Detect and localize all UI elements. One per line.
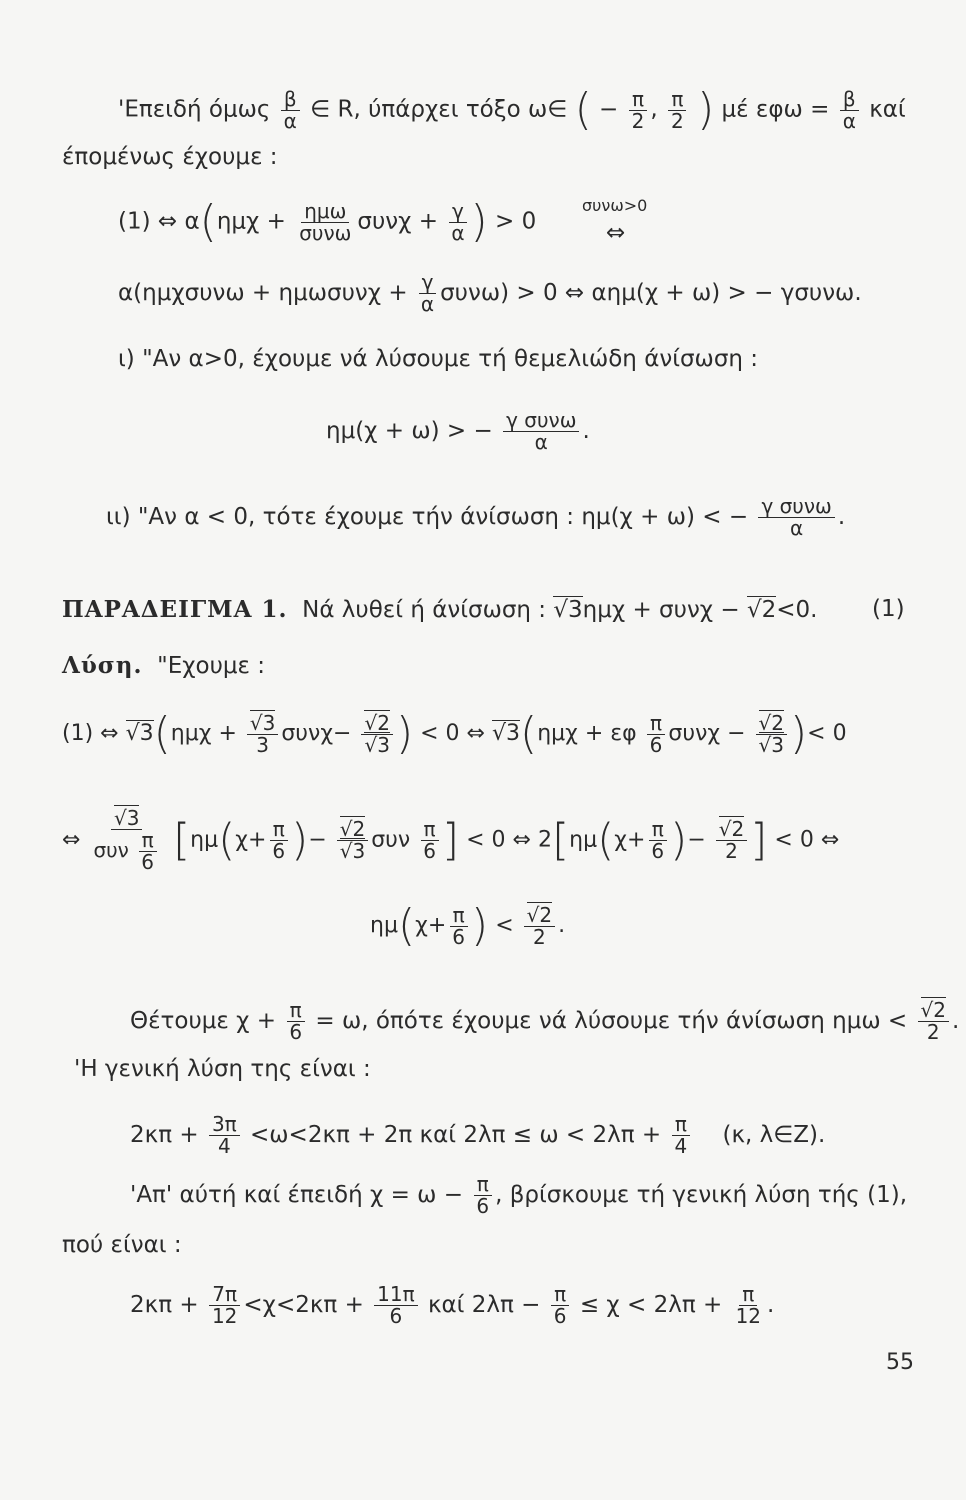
fraction xyxy=(918,1000,949,1043)
text: < 0 ⇔ 2 xyxy=(466,827,552,853)
text: < 0 ⇔ xyxy=(774,827,840,853)
denominator: 6 xyxy=(141,850,154,874)
text: < 0 ⇔ xyxy=(420,721,485,746)
math-line-2 xyxy=(62,808,839,873)
bracket-open: [ xyxy=(551,814,570,866)
text: 'Απ' αύτή καί έπειδή χ = ω − xyxy=(130,1182,464,1208)
paren-close: ) xyxy=(395,708,414,759)
fraction xyxy=(733,1284,764,1327)
page-number: 55 xyxy=(886,1350,914,1375)
denominator: συνω xyxy=(299,220,352,245)
fraction xyxy=(418,272,437,315)
text: "Εχουμε : xyxy=(157,653,266,679)
text-line-4 xyxy=(130,1174,907,1217)
fraction xyxy=(138,830,157,873)
numerator xyxy=(524,902,555,927)
text-line-2: 'Η γενική λύση της είναι : xyxy=(74,1056,371,1082)
text: 'Επειδή όμως xyxy=(118,96,271,123)
text-line-6 xyxy=(130,1284,774,1327)
equivalence-arrow: ⇔ xyxy=(606,220,626,246)
numerator: π xyxy=(739,1284,757,1306)
text: (1) ⇔ α xyxy=(118,208,200,235)
text: ημχ + συνχ − xyxy=(582,597,740,623)
denominator: 2 xyxy=(926,1020,940,1044)
numerator: 7π xyxy=(209,1284,240,1306)
sqrt: √ 2 xyxy=(364,710,389,735)
fraction xyxy=(420,819,439,862)
denominator: 6 xyxy=(476,1194,490,1218)
denominator xyxy=(361,732,392,757)
denominator: 2 xyxy=(671,108,684,133)
numerator xyxy=(918,1000,949,1022)
solution-heading xyxy=(62,652,265,681)
line-2: έπομένως έχουμε : xyxy=(62,144,278,170)
condition-label: συνω>0 xyxy=(582,196,648,215)
fraction xyxy=(448,198,467,245)
denominator xyxy=(756,732,787,757)
sqrt: √ 3 xyxy=(250,710,275,735)
paren-close: ) xyxy=(670,814,688,866)
fraction xyxy=(503,410,579,453)
denominator: 6 xyxy=(423,839,436,863)
text-line-1 xyxy=(130,1000,959,1043)
fraction xyxy=(296,198,354,245)
example-title: ΠΑΡΑΔΕΙΓΜΑ 1. xyxy=(62,596,288,623)
fraction xyxy=(361,710,392,757)
text: <χ<2κπ + xyxy=(243,1292,364,1318)
text: χ+ xyxy=(415,913,447,938)
line-6: ημ(χ + ω) > − γ συνω α . xyxy=(326,408,590,454)
numerator: γ συνω xyxy=(503,410,579,432)
text: ημ xyxy=(569,827,598,853)
fraction xyxy=(209,1284,240,1327)
text: ⇔ xyxy=(62,827,81,853)
numerator: β xyxy=(840,89,859,111)
numerator: π xyxy=(647,713,665,735)
denominator: 6 xyxy=(452,924,466,949)
numerator: 11π xyxy=(374,1284,418,1306)
line-5: ι) "Αν α>0, έχουμε νά λύσουμε τή θεμελιώδη άνίσωση : xyxy=(118,346,759,372)
paren-open: ( xyxy=(218,814,236,866)
sqrt: √ 2 xyxy=(340,816,365,841)
numerator: γ συνω xyxy=(758,496,834,518)
denominator: α xyxy=(451,220,465,245)
paren-open: ( xyxy=(153,708,171,759)
denominator: 12 xyxy=(735,1304,762,1328)
text: − xyxy=(687,827,706,853)
sqrt: √ 2 xyxy=(527,902,552,927)
text: <0. xyxy=(776,597,818,623)
example-heading xyxy=(62,596,818,625)
fraction xyxy=(374,1284,418,1327)
text: καί 2λπ − xyxy=(427,1292,541,1318)
line-1: 'Επειδή όμως $\frac{\beta}{\alpha}$ ∈ R, ύπάρχει τόξο ω∈ ( − $\frac{\pi}{2}$ , $\frac{\pi}{2}$ ) μέ εφω = $\frac{\beta}{\alpha}$ καί xyxy=(118,84,906,135)
sqrt: √ 3 xyxy=(340,838,365,863)
sqrt: √ 3 xyxy=(114,805,139,830)
denominator: 3 xyxy=(256,732,269,757)
math-line-1 xyxy=(62,708,847,759)
text: χ+ xyxy=(614,827,646,853)
denominator: 6 xyxy=(553,1304,567,1328)
paren-open: ( xyxy=(199,196,217,247)
fraction xyxy=(647,710,666,757)
text: , βρίσκουμε τή γενική λύση τής (1), xyxy=(495,1182,908,1208)
text: . xyxy=(952,1008,960,1034)
numerator: π xyxy=(287,1000,305,1022)
denominator: 4 xyxy=(674,1134,688,1158)
fraction xyxy=(524,902,555,949)
fraction-beta-alpha xyxy=(281,86,300,133)
math-line-3 xyxy=(370,900,566,951)
solution-title: Λύση. xyxy=(62,652,143,679)
text: ημχ + xyxy=(170,721,237,746)
numerator: π xyxy=(649,819,667,841)
denominator: α xyxy=(534,430,548,454)
text: (1) ⇔ xyxy=(62,721,119,746)
fraction xyxy=(286,1000,305,1043)
paren-close: ) xyxy=(291,814,309,866)
numerator xyxy=(247,710,278,735)
text: α(ημχσυνω + ημωσυνχ + xyxy=(118,280,408,306)
numerator: π xyxy=(668,89,686,111)
numerator: π xyxy=(139,830,157,852)
sqrt: √ 2 xyxy=(719,816,744,841)
denominator: 2 xyxy=(533,924,546,949)
denominator: α xyxy=(283,108,297,133)
bracket-close: ] xyxy=(750,814,768,866)
fraction xyxy=(671,1114,690,1157)
fraction xyxy=(551,1284,570,1327)
paren-close: ) xyxy=(471,900,489,951)
denominator: α xyxy=(842,108,856,133)
numerator: 3π xyxy=(209,1114,240,1136)
bracket-close: ] xyxy=(441,814,460,866)
sqrt: √ 2 xyxy=(759,710,784,735)
text: ημ xyxy=(190,827,219,853)
fraction xyxy=(209,1114,240,1157)
text: . xyxy=(767,1292,775,1318)
text: ημχ + xyxy=(216,208,286,235)
text: − xyxy=(308,827,327,853)
equation-number: (1) xyxy=(872,596,905,622)
paren-close: ) xyxy=(470,196,488,247)
numerator: β xyxy=(281,89,300,111)
fraction xyxy=(648,819,667,862)
text: Νά λυθεί ή άνίσωση : xyxy=(302,597,547,623)
fraction-pi-2 xyxy=(629,86,648,133)
paren-open: ( xyxy=(597,814,615,866)
fraction-beta-alpha-2 xyxy=(840,86,859,133)
text: < xyxy=(495,913,514,938)
denominator: 2 xyxy=(631,108,645,133)
text: ημχ + εφ xyxy=(537,721,637,746)
sqrt: √ 3 xyxy=(364,732,389,757)
fraction xyxy=(473,1174,492,1217)
sqrt2: √ 2 xyxy=(747,596,776,623)
numerator xyxy=(716,819,747,841)
numerator: π xyxy=(474,1174,492,1196)
line-4 xyxy=(118,272,862,315)
denominator: α xyxy=(420,292,435,316)
text: ημ(χ + ω) > − xyxy=(326,418,493,444)
denominator: α xyxy=(790,516,804,540)
fraction xyxy=(716,819,747,862)
denominator xyxy=(337,841,368,862)
text: χ+ xyxy=(235,827,267,853)
bracket-open: [ xyxy=(172,814,191,866)
paren-open: ( xyxy=(520,708,538,759)
line-7: ιι) "Αν α < 0, τότε έχουμε τήν άνίσωση : ημ(χ + ω) < − γ συνω α . xyxy=(106,494,846,540)
sqrt3: √ 3 xyxy=(126,720,154,746)
fraction-sqrt3-cos xyxy=(90,808,163,873)
denominator: 6 xyxy=(272,839,286,863)
sqrt: √ 3 xyxy=(759,732,784,757)
fraction xyxy=(269,819,288,862)
denominator: 2 xyxy=(725,839,738,863)
numerator: π xyxy=(551,1284,569,1306)
denominator: 6 xyxy=(389,1304,403,1328)
text: ≤ χ < 2λπ + xyxy=(579,1292,723,1318)
paren-open: ( xyxy=(574,84,592,135)
numerator xyxy=(111,808,142,830)
numerator: π xyxy=(672,1114,690,1136)
denominator: 6 xyxy=(289,1020,303,1044)
sqrt3: √ 3 xyxy=(553,596,582,623)
text: > 0 xyxy=(494,208,537,235)
text: 2κπ + xyxy=(130,1292,199,1318)
numerator: π xyxy=(421,819,439,841)
fraction xyxy=(337,819,368,862)
text: ∈ R, ύπάρχει τόξο ω∈ xyxy=(310,96,568,123)
fraction-pi-2b xyxy=(668,86,687,133)
numerator: π xyxy=(629,89,647,111)
text: (κ, λ∈Z). xyxy=(722,1122,826,1148)
text: μέ εφω = xyxy=(721,96,830,123)
text: συνχ− xyxy=(281,721,352,746)
denominator: 6 xyxy=(649,732,663,757)
sqrt3: √ 3 xyxy=(492,720,520,746)
text: Θέτουμε χ + xyxy=(130,1008,277,1034)
denominator: 6 xyxy=(651,839,665,863)
fraction xyxy=(449,902,468,949)
text: 2κπ + xyxy=(130,1122,199,1148)
numerator: π xyxy=(270,819,288,841)
text: <ω<2κπ + 2π καί 2λπ ≤ ω < 2λπ + xyxy=(250,1122,662,1148)
text: = ω, όπότε έχουμε νά λύσουμε τήν άνίσωση ημω < xyxy=(315,1008,908,1034)
fraction xyxy=(247,710,278,757)
text-line-3 xyxy=(130,1114,825,1157)
numerator: γ xyxy=(419,272,437,294)
line-3 xyxy=(118,196,537,247)
denominator xyxy=(90,830,163,873)
denominator: 4 xyxy=(217,1134,231,1158)
text: συνχ + xyxy=(357,208,438,235)
numerator: ημω xyxy=(301,201,349,223)
text: ημ xyxy=(370,913,398,938)
paren-close: ) xyxy=(697,84,715,135)
fraction xyxy=(756,710,787,757)
text: συν xyxy=(93,838,129,862)
text: ιι) "Αν α < 0, τότε έχουμε τήν άνίσωση : ημ(χ + ω) < − xyxy=(106,504,749,530)
paren-open: ( xyxy=(397,900,416,951)
text: συν xyxy=(371,827,411,853)
text: συνω) > 0 ⇔ αημ(χ + ω) > − γσυνω. xyxy=(440,280,862,306)
text: < 0 xyxy=(807,721,847,746)
fraction xyxy=(758,496,834,539)
numerator: γ xyxy=(449,201,467,223)
numerator: π xyxy=(450,905,468,927)
text: συνχ − xyxy=(668,721,746,746)
text-line-5: πού είναι : xyxy=(62,1232,182,1258)
paren-close: ) xyxy=(790,708,808,759)
text: καί xyxy=(869,96,906,123)
denominator: 12 xyxy=(211,1304,238,1328)
sqrt: √ 2 xyxy=(921,997,946,1022)
text: . xyxy=(558,913,566,938)
